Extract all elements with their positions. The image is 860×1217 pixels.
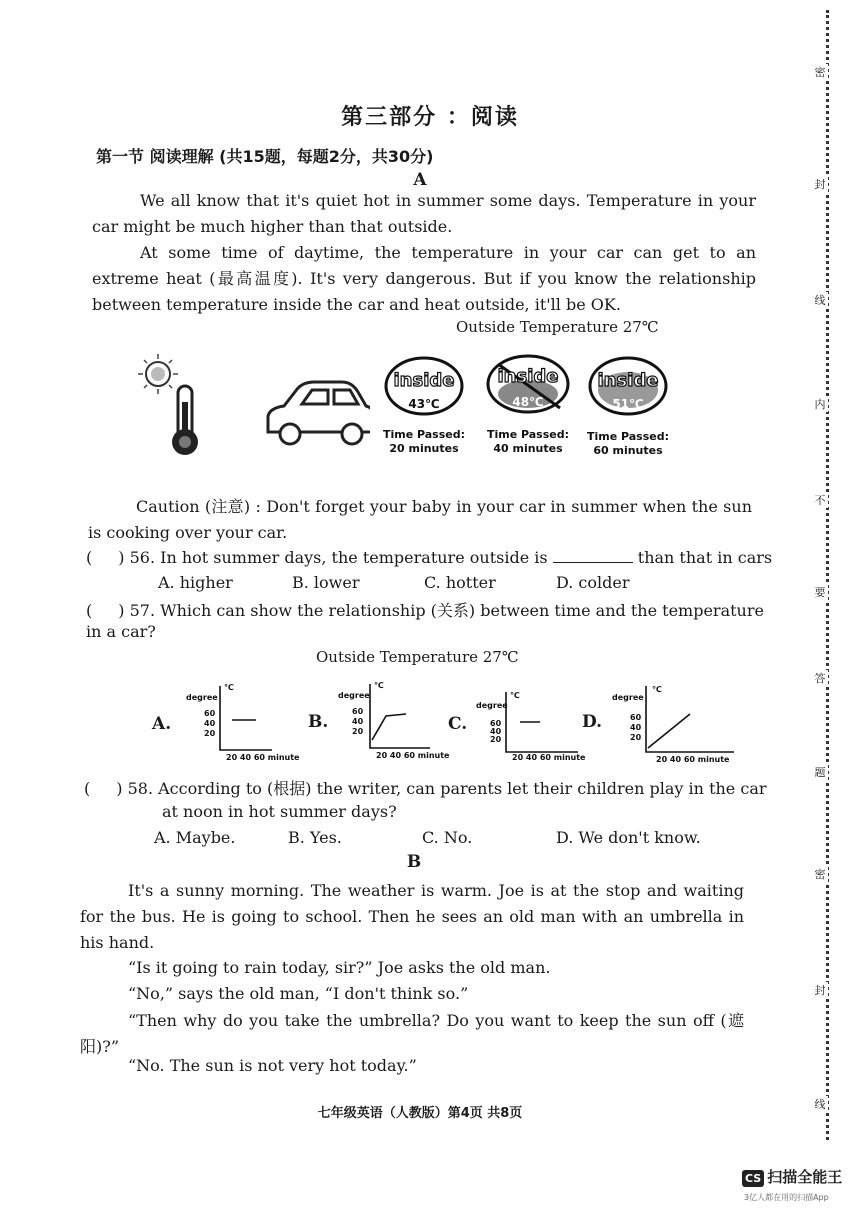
q58-option-a: A. Maybe. xyxy=(154,828,236,847)
svg-text:60: 60 xyxy=(204,709,216,718)
badge-2-time-label: Time Passed: xyxy=(486,428,570,441)
svg-text:60: 60 xyxy=(490,719,502,728)
svg-text:60: 60 xyxy=(352,707,364,716)
svg-text:20 40 60 minute: 20 40 60 minute xyxy=(376,751,450,760)
badge-2-time: 40 minutes xyxy=(493,442,563,455)
graph-c xyxy=(476,691,586,762)
q56-stem: ( ) 56. In hot summer days, the temperature outside is than that in cars xyxy=(86,548,773,567)
car-icon xyxy=(268,382,370,444)
caution-paragraph: Caution (注意) : Don't forget your baby in your car in summer when the sun is cooking over your car. xyxy=(88,497,752,542)
sun-icon xyxy=(138,354,178,394)
graph-b-letter: B. xyxy=(308,712,329,732)
q56-option-c: C. hotter xyxy=(424,573,496,592)
svg-text:20: 20 xyxy=(630,733,642,742)
svg-text:20: 20 xyxy=(204,729,216,738)
side-char: 封 xyxy=(812,176,828,192)
svg-text:℃: ℃ xyxy=(374,681,384,690)
side-char: 内 xyxy=(812,396,828,412)
section-heading: 第一节 阅读理解 (共15题，每题2分，共30分) xyxy=(96,147,434,166)
side-char: 线 xyxy=(812,1096,828,1112)
passage-b-paragraph-1: It's a sunny morning. The weather is warm. Joe is at the stop and waiting for the bus. He is going to school. Then he sees an old man with an umbrella in his hand. xyxy=(80,881,744,952)
svg-text:40: 40 xyxy=(352,717,364,726)
passage-a-paragraph-2: At some time of daytime, the temperature in your car can get to an extreme heat (最高温度). It's very dangerous. But if you know the relationship between temperature inside the car and heat outside, it'll be OK. xyxy=(92,243,756,314)
scanner-tagline: 3亿人都在用的扫描App xyxy=(744,1193,829,1202)
svg-text:20 40 60 minute: 20 40 60 minute xyxy=(226,753,300,762)
q58-option-d: D. We don't know. xyxy=(556,828,701,847)
badge-1-label: inside xyxy=(393,370,455,391)
passage-b-paragraph-5: “No. The sun is not very hot today.” xyxy=(128,1056,417,1075)
q56-option-a: A. higher xyxy=(158,573,233,592)
graph-d-line xyxy=(648,714,690,748)
side-char: 要 xyxy=(812,584,828,600)
side-char: 题 xyxy=(812,764,828,780)
badge-2-temp: 48℃ xyxy=(512,395,544,409)
graph-b xyxy=(338,681,450,760)
side-char: 答 xyxy=(812,670,828,686)
svg-text:degree: degree xyxy=(186,693,218,702)
inside-badge-60min xyxy=(587,358,669,457)
svg-text:℃: ℃ xyxy=(652,685,662,694)
q56-option-b: B. lower xyxy=(292,573,360,592)
svg-text:20: 20 xyxy=(352,727,364,736)
passage-b-paragraph-4: “Then why do you take the umbrella? Do you want to keep the sun off (遮阳)?” xyxy=(80,1011,744,1056)
badge-2-label: inside xyxy=(497,366,559,387)
graph-d xyxy=(612,685,734,764)
svg-text:40: 40 xyxy=(204,719,216,728)
page-footer: 七年级英语（人教版）第4页 共8页 xyxy=(317,1106,523,1121)
side-char: 封 xyxy=(812,982,828,998)
scanner-watermark xyxy=(742,1166,842,1187)
q57-graph-options xyxy=(180,678,740,768)
thermometer-icon xyxy=(172,386,198,455)
q57-stem: ( ) 57. Which can show the relationship (关系) between time and the temperature xyxy=(86,601,764,620)
q58-option-b: B. Yes. xyxy=(288,828,342,847)
outside-temperature-caption: Outside Temperature 27℃ xyxy=(456,318,659,336)
scanner-logo-icon: CS xyxy=(742,1170,764,1187)
side-char: 密 xyxy=(812,866,828,882)
svg-text:40: 40 xyxy=(490,727,502,736)
badge-1-time-label: Time Passed: xyxy=(382,428,466,441)
passage-b-paragraph-3: “No,” says the old man, “I don't think so.” xyxy=(128,984,469,1003)
graph-b-line xyxy=(372,714,406,740)
q57-stem-continued: in a car? xyxy=(86,622,156,641)
badge-1-time: 20 minutes xyxy=(389,442,459,455)
inside-badge-40min xyxy=(487,356,569,455)
passage-a-paragraph-1: We all know that it's quiet hot in summer some days. Temperature in your car might be much higher than that outside. xyxy=(92,191,756,236)
side-char: 密 xyxy=(812,64,828,80)
badge-3-time: 60 minutes xyxy=(593,444,663,457)
svg-text:degree: degree xyxy=(338,691,370,700)
passage-a-letter: A xyxy=(413,170,427,190)
svg-text:20 40 60 minute: 20 40 60 minute xyxy=(656,755,730,764)
graph-d-letter: D. xyxy=(582,712,603,732)
part-title: 第三部分 ：阅读 xyxy=(341,105,519,130)
badge-3-label: inside xyxy=(597,370,659,391)
svg-text:40: 40 xyxy=(630,723,642,732)
inside-badge-20min xyxy=(383,358,465,455)
scanner-app-name: 扫描全能王 xyxy=(767,1168,843,1186)
svg-text:℃: ℃ xyxy=(510,691,520,700)
graph-c-letter: C. xyxy=(448,714,468,734)
passage-b-letter: B xyxy=(406,852,422,872)
svg-text:20: 20 xyxy=(490,735,502,744)
q58-stem-continued: at noon in hot summer days? xyxy=(162,802,397,821)
q58-option-c: C. No. xyxy=(422,828,473,847)
side-char: 线 xyxy=(812,292,828,308)
badge-1-temp: 43℃ xyxy=(408,397,440,411)
badge-3-temp: 51℃ xyxy=(612,397,644,411)
svg-text:degree: degree xyxy=(612,693,644,702)
svg-text:60: 60 xyxy=(630,713,642,722)
graph-a-letter: A. xyxy=(152,714,172,734)
svg-text:degree: degree xyxy=(476,701,508,710)
graph-a xyxy=(186,683,300,762)
side-char: 不 xyxy=(812,492,828,508)
badge-3-time-label: Time Passed: xyxy=(586,430,670,443)
passage-b-paragraph-2: “Is it going to rain today, sir?” Joe asks the old man. xyxy=(128,958,551,977)
q56-option-d: D. colder xyxy=(556,573,630,592)
svg-text:℃: ℃ xyxy=(224,683,234,692)
inside-temperature-badges xyxy=(382,352,682,464)
q58-stem: ( ) 58. According to (根据) the writer, can parents let their children play in the car xyxy=(84,779,767,798)
q57-outside-temperature: Outside Temperature 27℃ xyxy=(316,648,519,666)
sun-thermometer-car-illustration xyxy=(130,350,370,460)
q56-answer-blank[interactable] xyxy=(553,548,633,563)
svg-text:20 40 60 minute: 20 40 60 minute xyxy=(512,753,586,762)
